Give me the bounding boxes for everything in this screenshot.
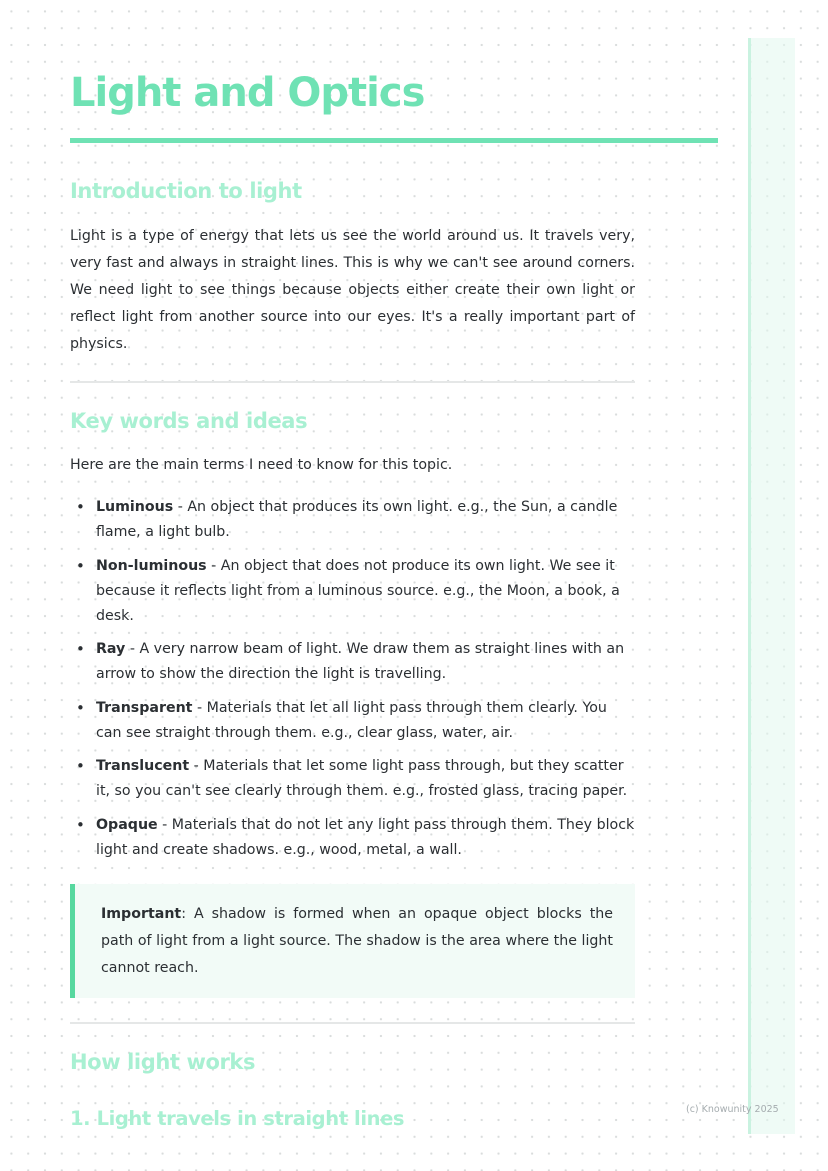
subsection-heading: 1. Light travels in straight lines [70,1107,405,1130]
keyword-item-ray [70,637,635,687]
section-heading-keywords: Key words and ideas [70,409,308,433]
section-divider [70,1022,635,1024]
keyword-term: Translucent [96,758,190,775]
keyword-definition: - Materials that let all light pass through them clearly. You can see straight through them. e.g., clear glass, water, air. [96,699,607,741]
bullet-icon: • [76,556,85,575]
keywords-lead: Here are the main terms I need to know for this topic. [70,457,453,473]
bullet-icon: • [76,640,85,659]
callout-text [101,901,613,982]
keyword-term: Luminous [96,499,174,515]
keyword-definition: - An object that does not produce its own light. We see it because it reflects light from a luminous source. e.g., the Moon, a book, a desk. [96,557,620,624]
keyword-item-opaque [70,813,635,863]
keyword-definition: - An object that produces its own light. e.g., the Sun, a candle flame, a light bulb. [96,499,618,540]
copyright-footer: (c) Knowunity 2025 [686,1104,779,1115]
keyword-list [70,495,635,872]
callout-label: Important [101,906,182,922]
bullet-icon: • [76,498,85,516]
important-callout [70,884,635,998]
keyword-item-luminous [70,495,635,545]
bullet-icon: • [76,698,85,717]
margin-strip [748,38,795,1134]
keyword-definition: - Materials that do not let any light pass through them. They block light and create shadows. e.g., wood, metal, a wall. [96,816,635,858]
bullet-icon: • [76,757,85,776]
keyword-term: Ray [96,641,126,658]
section-heading-how: How light works [70,1050,256,1074]
section-divider [70,381,635,383]
keyword-term: Opaque [96,816,158,833]
keyword-term: Transparent [96,699,193,716]
section-heading-intro: Introduction to light [70,179,302,203]
keyword-item-translucent [70,754,635,804]
keyword-term: Non-luminous [96,557,207,574]
keyword-definition: - A very narrow beam of light. We draw them as straight lines with an arrow to show the direction the light is travelling. [96,641,625,683]
intro-paragraph: Light is a type of energy that lets us see the world around us. It travels very, very fast and always in straight lines. This is why we can't see around corners. We need light to see things because objects either create their own light or reflect light from another source into our eyes. It's a really important part of physics. [70,228,635,352]
title-underline [70,138,718,143]
keyword-item-non-luminous [70,554,635,629]
callout-body: : A shadow is formed when an opaque object blocks the path of light from a light source. The shadow is the area where the light cannot reach. [101,906,613,976]
keyword-item-transparent [70,696,635,746]
page-title: Light and Optics [70,70,425,116]
keyword-definition: - Materials that let some light pass through, but they scatter it, so you can't see clearly through them. e.g., frosted glass, tracing paper. [96,758,628,800]
bullet-icon: • [76,815,85,834]
